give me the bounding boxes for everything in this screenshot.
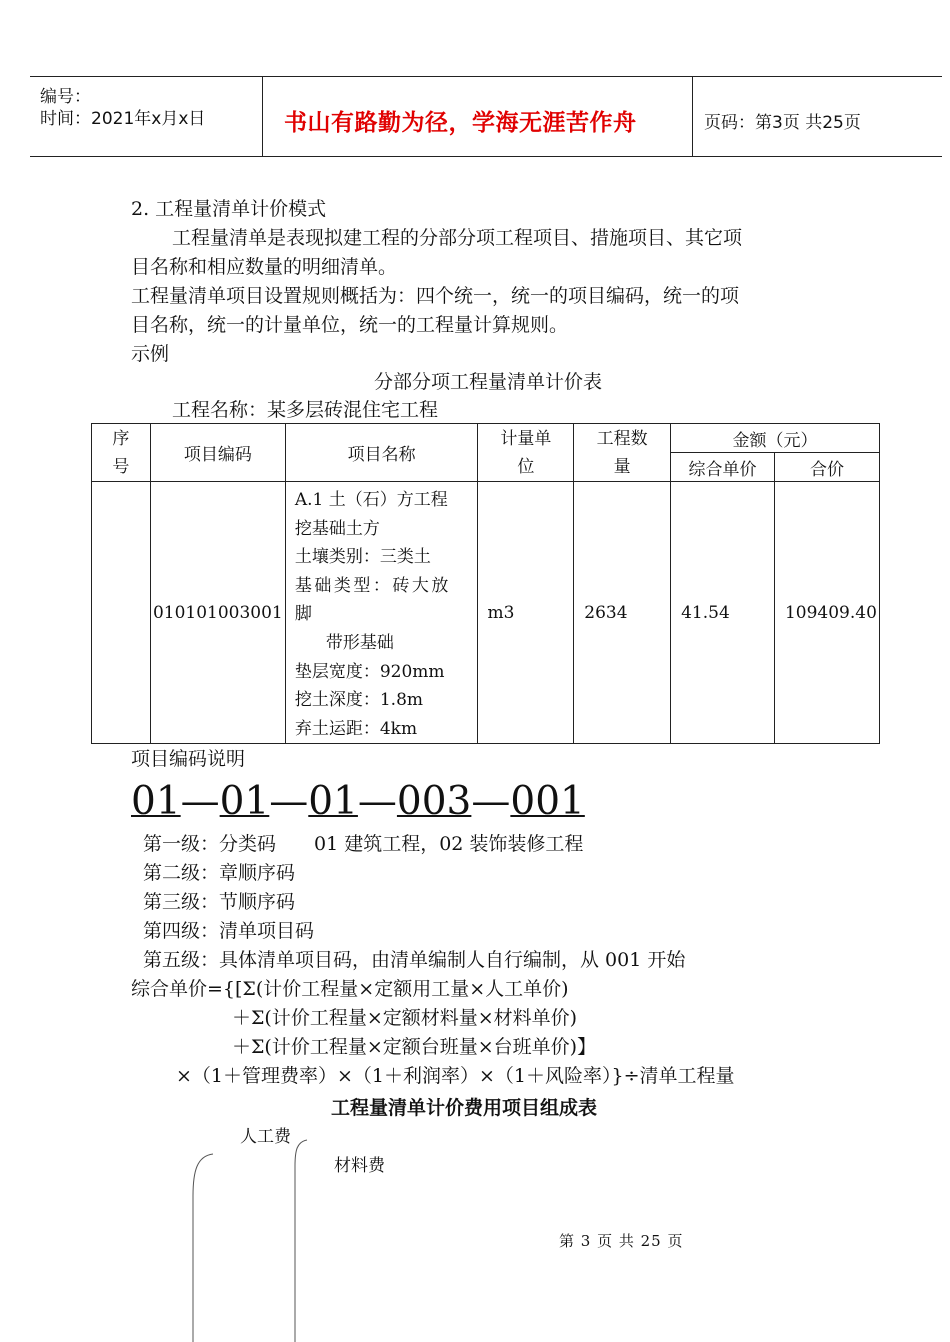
- cell-unit: m3: [478, 482, 574, 744]
- formula-line3: ＋Σ(计价工程量×定额台班量×台班单价)】: [232, 1036, 597, 1058]
- code-level-3: 第三级：节顺序码: [143, 891, 296, 913]
- name-line: 挖基础土方: [294, 518, 380, 539]
- header-bottom-rule: [30, 156, 942, 157]
- code-segment: 003: [396, 779, 472, 824]
- header-top-rule: [30, 76, 942, 77]
- header-seq: 序 号: [92, 424, 151, 482]
- header-time-label: 时间：2021年x月x日: [40, 109, 206, 129]
- brace-lines: [185, 1136, 315, 1342]
- code-explain-heading: 项目编码说明: [131, 748, 246, 770]
- name-line: A.1 土（石）方工程: [294, 490, 448, 510]
- code-dash: —: [471, 779, 511, 824]
- name-line: 带形基础: [325, 632, 394, 653]
- cell-qty: 2634: [574, 482, 671, 744]
- code-segment: 01: [131, 779, 181, 824]
- code-segment: 01: [219, 779, 270, 824]
- header-unit: 计量单 位: [478, 424, 574, 482]
- name-line: 垫层宽度：920mm: [294, 661, 445, 682]
- cell-unit-price: 41.54: [671, 482, 775, 744]
- formula-line4: ×（1＋管理费率）×（1＋利润率）×（1＋风险率）}÷清单工程量: [176, 1065, 735, 1087]
- name-line: 土壤类别：三类土: [294, 547, 431, 568]
- formula-line1: 综合单价={[Σ(计价工程量×定额用工量×人工单价): [131, 978, 569, 1000]
- code-segment: 001: [510, 779, 585, 824]
- header-code: 项目编码: [150, 424, 285, 482]
- cell-code: 010101003001: [150, 482, 285, 744]
- composition-item-material: 材料费: [334, 1156, 385, 1176]
- cell-name: [285, 482, 478, 744]
- para2-line2: 目名称，统一的计量单位，统一的工程量计算规则。: [131, 314, 569, 336]
- header-divider-left: [262, 76, 263, 156]
- formula-line2: ＋Σ(计价工程量×定额材料量×材料单价): [232, 1007, 578, 1029]
- para1-line1: 工程量清单是表现拟建工程的分部分项工程项目、措施项目、其它项: [172, 227, 743, 249]
- code-level-2: 第二级：章顺序码: [143, 862, 296, 884]
- table-title: 分部分项工程量清单计价表: [374, 371, 603, 393]
- header-divider-right: [692, 76, 693, 156]
- code-dash: —: [180, 779, 220, 824]
- table-row: [92, 482, 880, 744]
- cell-total: 109409.40: [774, 482, 879, 744]
- footer-page-number: 第 3 页 共 25 页: [559, 1232, 684, 1250]
- code-structure: [131, 780, 585, 824]
- header-number-label: 编号：: [40, 87, 91, 107]
- name-line: 挖土深度：1.8m: [294, 690, 423, 711]
- para1-line2: 目名称和相应数量的明细清单。: [131, 256, 398, 278]
- header-total: 合价: [774, 453, 879, 482]
- composition-title: 工程量清单计价费用项目组成表: [331, 1097, 598, 1119]
- bill-of-quantities-table: [91, 423, 880, 744]
- name-line: 脚: [294, 604, 312, 625]
- name-line: 基础类型：砖大放: [294, 575, 451, 596]
- code-dash: —: [357, 779, 397, 824]
- composition-item-labor: 人工费: [240, 1127, 291, 1147]
- code-level-4: 第四级：清单项目码: [143, 920, 315, 942]
- example-label: 示例: [131, 343, 170, 365]
- cell-seq: [92, 482, 151, 744]
- code-level-1: 第一级：分类码 01 建筑工程，02 装饰装修工程: [143, 833, 584, 855]
- section-heading: 2. 工程量清单计价模式: [131, 198, 327, 220]
- code-level-5: 第五级：具体清单项目码，由清单编制人自行编制，从 001 开始: [143, 949, 686, 971]
- header-name: 项目名称: [285, 424, 478, 482]
- header-qty: 工程数 量: [574, 424, 671, 482]
- header-amount: 金额（元）: [671, 424, 880, 453]
- header-motto: 书山有路勤为径，学海无涯苦作舟: [284, 110, 637, 136]
- code-dash: —: [269, 779, 309, 824]
- para2-line1: 工程量清单项目设置规则概括为：四个统一，统一的项目编码，统一的项: [131, 285, 740, 307]
- header-unit-price: 综合单价: [671, 453, 775, 482]
- code-segment: 01: [308, 779, 358, 824]
- name-line: 弃土运距：4km: [294, 718, 418, 739]
- header-page-info: 页码：第3页 共25页: [704, 113, 861, 133]
- project-name: 工程名称：某多层砖混住宅工程: [172, 399, 439, 421]
